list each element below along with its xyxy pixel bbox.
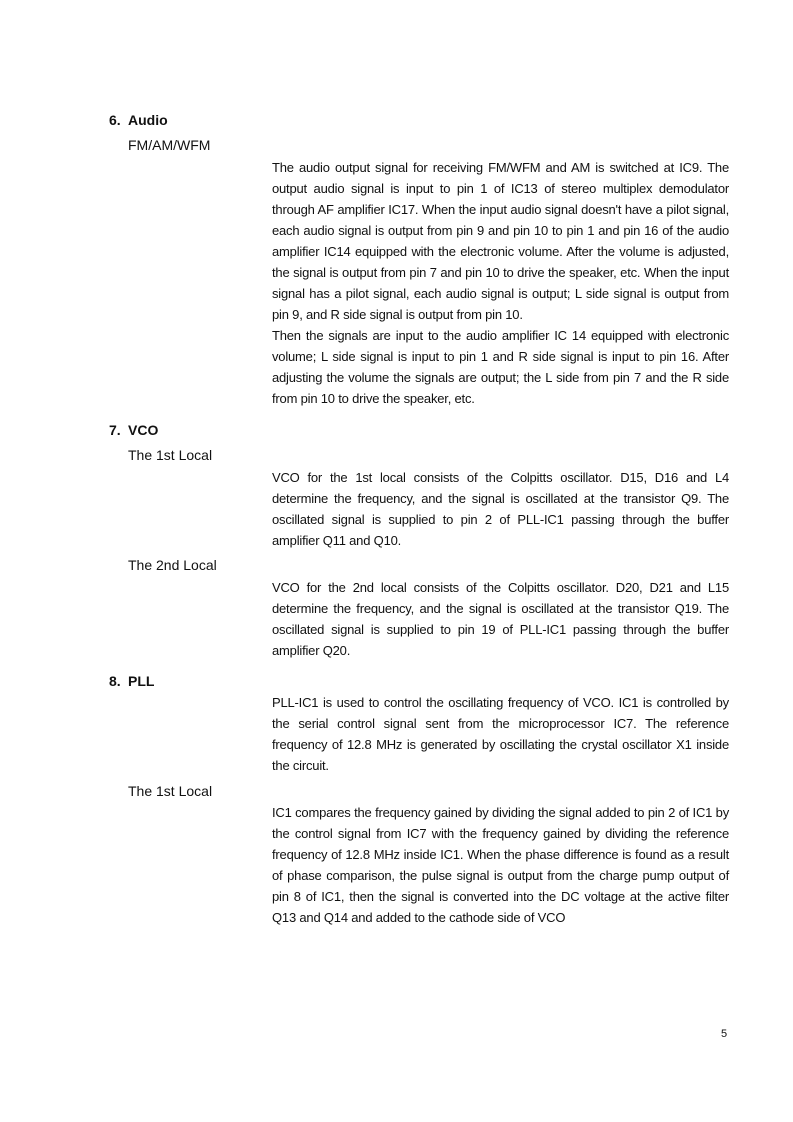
subheading-vco-1st-local: The 1st Local xyxy=(128,447,213,463)
subheading-pll-1st-local: The 1st Local xyxy=(128,783,213,799)
page-number: 5 xyxy=(721,1028,728,1040)
section-heading-audio xyxy=(109,111,168,129)
section-number: 8. xyxy=(109,673,121,689)
subheading-vco-2nd-local: The 2nd Local xyxy=(128,557,217,573)
audio-paragraph-2: Then the signals are input to the audio amplifier IC 14 equipped with electronic volume; L side signal is input to pin 1 and R side signal is input to pin 16. After adjusting the volume the signals are output; the L side from pin 7 and the R side from pin 10 to drive the speaker, etc. xyxy=(272,328,729,406)
section-heading-vco xyxy=(109,421,158,439)
pll-paragraph: PLL-IC1 is used to control the oscillating frequency of VCO. IC1 is controlled by the serial control signal sent from the microprocessor IC7. The reference frequency of 12.8 MHz is generated by oscillating the crystal oscillator X1 inside the circuit. xyxy=(272,695,729,773)
vco-1st-local-paragraph: VCO for the 1st local consists of the Colpitts oscillator. D15, D16 and L4 determine the frequency, and the signal is oscillated at the transistor Q9. The oscillated signal is supplied to pin 2 of PLL-IC1 passing through the buffer amplifier Q11 and Q10. xyxy=(272,470,729,548)
subheading-fm-am-wfm: FM/AM/WFM xyxy=(128,137,211,153)
pll-1st-local-paragraph: IC1 compares the frequency gained by dividing the signal added to pin 2 of IC1 by the control signal from IC7 with the frequency gained by dividing the reference frequency of 12.8 MHz inside IC1. When the phase difference is found as a result of phase comparison, the pulse signal is output from the charge pump output of pin 8 of IC1, then the signal is converted into the DC voltage at the active filter Q13 and Q14 and added to the cathode side of VCO xyxy=(272,805,729,925)
section-title: VCO xyxy=(128,422,159,438)
audio-paragraph-1: The audio output signal for receiving FM/WFM and AM is switched at IC9. The output audio signal is input to pin 1 of IC13 of stereo multiplex demodulator through AF amplifier IC17. When the input audio signal doesn't have a pilot signal, each audio signal is output from pin 9 and pin 10 to pin 1 and pin 16 of the audio amplifier IC14 equipped with the electronic volume. After the volume is adjusted, the signal is output from pin 7 and pin 10 to drive the speaker, etc. When the input signal has a pilot signal, each audio signal is output; L side signal is output from pin 9, and R side signal is output from pin 10. xyxy=(272,160,729,322)
section-heading-pll xyxy=(109,672,154,690)
section-title: Audio xyxy=(128,112,168,128)
vco-2nd-local-paragraph: VCO for the 2nd local consists of the Colpitts oscillator. D20, D21 and L15 determine the frequency, and the signal is oscillated at the transistor Q19. The oscillated signal is supplied to pin 19 of PLL-IC1 passing through the buffer amplifier Q20. xyxy=(272,580,729,658)
section-number: 6. xyxy=(109,112,121,128)
section-title: PLL xyxy=(128,673,155,689)
section-number: 7. xyxy=(109,422,121,438)
